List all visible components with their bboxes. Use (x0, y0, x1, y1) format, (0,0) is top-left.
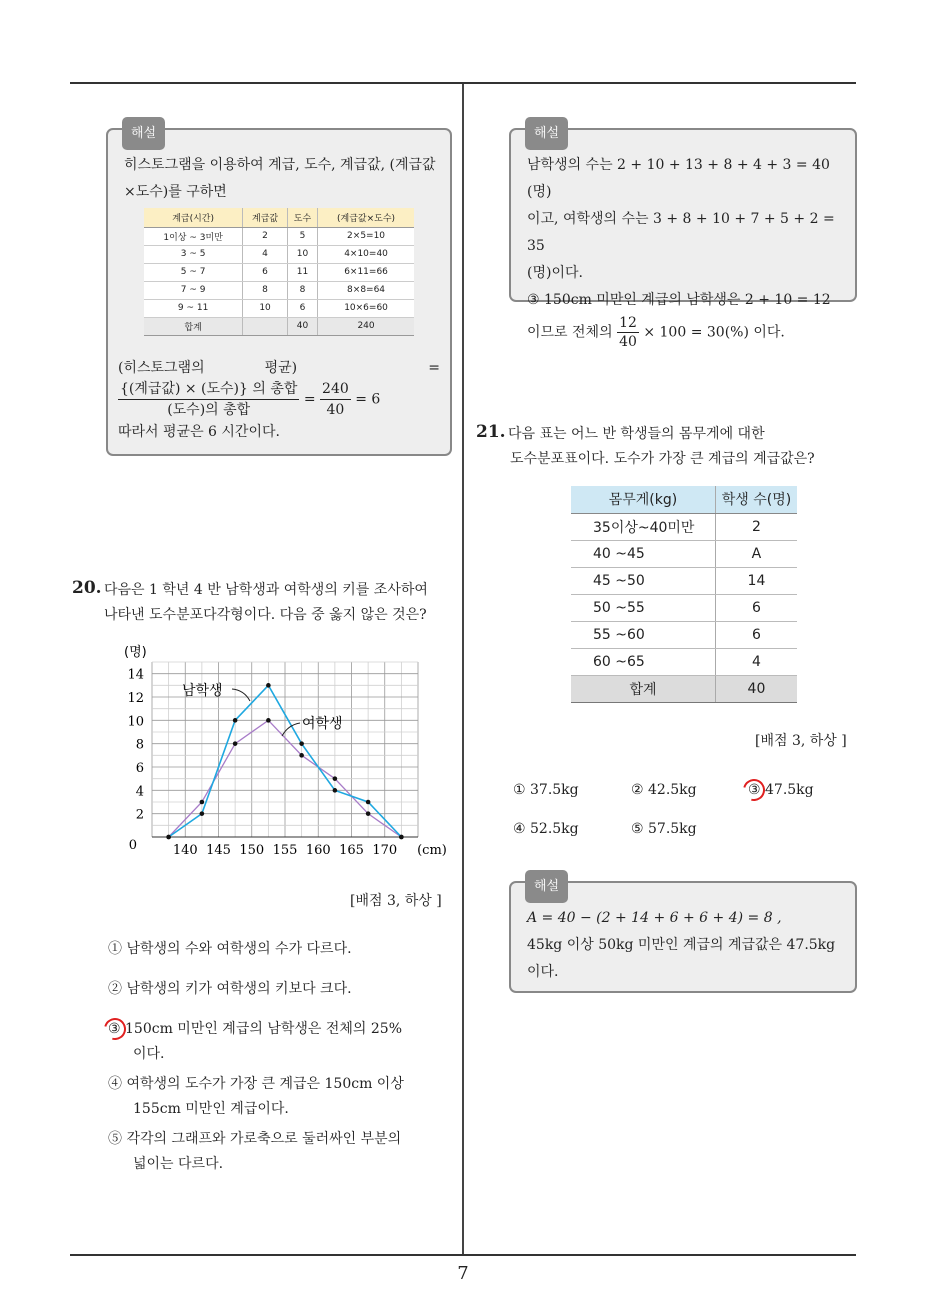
y-tick-label: 10 (127, 714, 144, 730)
table-cell: 6×11=66 (318, 263, 414, 281)
data-point (233, 741, 238, 746)
x-tick-label: 145 (206, 843, 231, 858)
data-point (200, 800, 205, 805)
y-tick-label: 8 (135, 737, 144, 753)
data-point (266, 718, 271, 723)
choice-4[interactable]: ④ 52.5kg (513, 821, 579, 837)
weight-table (571, 486, 797, 703)
value-fraction (320, 379, 351, 420)
table-cell: 7 ~ 9 (144, 281, 243, 299)
table-cell: 9 ~ 11 (144, 299, 243, 317)
table-row (144, 227, 414, 245)
data-point (200, 811, 205, 816)
fraction-numerator: 240 (320, 379, 351, 400)
table-cell: 40 (715, 675, 797, 702)
table-cell: 55 ~60 (571, 621, 715, 648)
x-tick-label: 160 (305, 843, 331, 858)
table-header: 계급(시간) (144, 208, 243, 227)
table-header: 도수 (287, 208, 317, 227)
x-axis-label: (cm) (417, 843, 447, 858)
fraction-denominator: 40 (326, 402, 345, 418)
fraction-denominator: (도수)의 총합 (167, 402, 251, 418)
table-cell: 1이상 ~ 3미만 (144, 227, 243, 245)
table-cell: 240 (318, 317, 414, 335)
data-point (233, 718, 238, 723)
equals-sign: = (428, 360, 440, 376)
question-line: 다음은 1 학년 4 반 남학생과 여학생의 키를 조사하여 (104, 582, 428, 598)
table-header: 몸무게(kg) (571, 486, 715, 513)
explanation-tag: 해설 (525, 117, 568, 150)
choice-2[interactable]: ② 42.5kg (631, 782, 697, 798)
table-cell: 50 ~55 (571, 594, 715, 621)
x-tick-label: 155 (272, 843, 298, 858)
table-cell: 4 (243, 245, 288, 263)
percent-fraction (617, 314, 639, 351)
table-cell: 6 (715, 594, 797, 621)
table-cell: 11 (287, 263, 317, 281)
explanation-line: 이다. (527, 964, 559, 980)
table-row (571, 594, 797, 621)
column-divider (462, 84, 464, 1254)
series-label-female: 여학생 (302, 716, 343, 732)
data-point (366, 800, 371, 805)
mean-label-2: 평균) (264, 360, 298, 376)
table-cell: 5 (287, 227, 317, 245)
table-header: 계급값 (243, 208, 288, 227)
score-label: [배점 3, 하상 ] (350, 893, 442, 909)
table-row (571, 513, 797, 540)
table-cell: 40 ~45 (571, 540, 715, 567)
y-tick-label: 6 (135, 761, 144, 776)
table-cell: 60 ~65 (571, 648, 715, 675)
conclusion: 따라서 평균은 6 시간이다. (118, 424, 280, 440)
question-line: 도수분포표이다. 도수가 가장 큰 계급의 계급값은? (510, 451, 815, 467)
choice-5[interactable]: ⑤ 57.5kg (631, 821, 697, 837)
explanation-intro: 히스토그램을 이용하여 계급, 도수, 계급값, (계급값×도수)를 구하면 (124, 157, 436, 200)
table-cell: A (715, 540, 797, 567)
table-cell (243, 317, 288, 335)
choice-3[interactable]: ③ 47.5kg (748, 782, 814, 798)
table-row (571, 567, 797, 594)
y-tick-label: 4 (135, 784, 144, 800)
x-tick-label: 165 (339, 843, 364, 858)
explanation-line: 남학생의 수는 2 + 10 + 13 + 8 + 4 + 3 = 40 (명) (527, 157, 830, 200)
score-label: [배점 3, 하상 ] (755, 733, 847, 749)
table-row (144, 299, 414, 317)
fraction-numerator: 12 (619, 315, 637, 331)
table-cell: 6 (287, 299, 317, 317)
data-point (166, 835, 171, 840)
y-tick-label: 14 (127, 667, 144, 683)
table-cell: 합계 (144, 317, 243, 335)
table-cell: 합계 (571, 675, 715, 702)
mean-label: (히스토그램의 (118, 360, 205, 376)
explanation-tag: 해설 (525, 870, 568, 903)
choice-1[interactable]: ① 남학생의 수와 여학생의 수가 다르다. (108, 941, 352, 957)
data-point (299, 741, 304, 746)
explanation-line: × 100 = 30(%) 이다. (643, 324, 785, 341)
fraction-denominator: 40 (619, 334, 637, 350)
table-header: 학생 수(명) (715, 486, 797, 513)
table-cell: 10 (287, 245, 317, 263)
mean-formula (118, 358, 440, 442)
table-row (571, 540, 797, 567)
explanation-box-2 (509, 126, 857, 350)
bottom-rule (70, 1254, 856, 1256)
data-point (366, 811, 371, 816)
table-cell: 2×5=10 (318, 227, 414, 245)
table-total-row (571, 675, 797, 702)
table-cell: 5 ~ 7 (144, 263, 243, 281)
choice-5[interactable]: ⑤ 각각의 그래프와 가로축으로 둘러싸인 부분의 (108, 1131, 402, 1147)
question-number-20: 20. (72, 578, 102, 598)
table-header: (계급값×도수) (318, 208, 414, 227)
histogram-table (144, 208, 414, 336)
y-tick-label: 12 (127, 691, 144, 706)
explanation-line: A = 40 − (2 + 14 + 6 + 6 + 4) = 8 , (527, 910, 782, 926)
table-row (144, 281, 414, 299)
page-number: 7 (457, 1263, 469, 1284)
table-cell: 6 (715, 621, 797, 648)
fraction-numerator: {(계급값) × (도수)} 의 총합 (118, 379, 299, 400)
table-total-row (144, 317, 414, 335)
question-20-text (104, 578, 428, 628)
choice-3-continued: 이다. (133, 1046, 165, 1062)
explanation-line: 이므로 전체의 (527, 324, 613, 341)
data-point (399, 835, 404, 840)
choice-4-continued: 155cm 미만인 계급이다. (133, 1101, 289, 1117)
table-cell: 10×6=60 (318, 299, 414, 317)
series-label-male: 남학생 (182, 683, 223, 699)
choice-4[interactable]: ④ 여학생의 도수가 가장 큰 계급은 150cm 이상 (108, 1076, 404, 1092)
explanation-line: 45kg 이상 50kg 미만인 계급의 계급값은 47.5kg (527, 937, 836, 953)
y-tick-label: 2 (135, 807, 144, 823)
question-line: 나타낸 도수분포다각형이다. 다음 중 옳지 않은 것은? (104, 607, 427, 623)
y-axis-label: (명) (124, 645, 147, 660)
question-21-text (508, 422, 815, 472)
choice-5-continued: 넓이는 다르다. (133, 1156, 224, 1172)
mean-result: = 6 (355, 391, 381, 408)
table-cell: 45 ~50 (571, 567, 715, 594)
table-cell: 35이상~40미만 (571, 513, 715, 540)
frequency-polygon-chart (120, 640, 450, 870)
choice-3[interactable]: ③ 150cm 미만인 계급의 남학생은 전체의 25% (108, 1021, 403, 1037)
table-cell: 2 (243, 227, 288, 245)
data-point (266, 683, 271, 688)
explanation-line: (명)이다. (527, 265, 583, 281)
x-tick-label: 150 (239, 843, 265, 858)
table-row (571, 621, 797, 648)
table-cell: 6 (243, 263, 288, 281)
x-tick-label: 140 (172, 843, 198, 858)
data-point (333, 776, 338, 781)
table-row (144, 263, 414, 281)
choice-2[interactable]: ② 남학생의 키가 여학생의 키보다 크다. (108, 981, 352, 997)
table-cell: 3 ~ 5 (144, 245, 243, 263)
table-cell: 8×8=64 (318, 281, 414, 299)
explanation-line: ③ 150cm 미만인 계급의 남학생은 2 + 10 = 12 (527, 292, 831, 308)
table-cell: 4×10=40 (318, 245, 414, 263)
table-cell: 8 (243, 281, 288, 299)
table-row (144, 245, 414, 263)
table-cell: 10 (243, 299, 288, 317)
question-line: 다음 표는 어느 반 학생들의 몸무게에 대한 (508, 426, 765, 442)
data-point (299, 753, 304, 758)
y-tick-label: 0 (128, 838, 137, 853)
table-cell: 2 (715, 513, 797, 540)
table-cell: 40 (287, 317, 317, 335)
table-row (571, 648, 797, 675)
explanation-box-3 (509, 881, 857, 993)
table-cell: 8 (287, 281, 317, 299)
x-tick-label: 170 (372, 843, 398, 858)
table-cell: 4 (715, 648, 797, 675)
leader-line (232, 689, 250, 701)
mean-fraction (118, 379, 299, 420)
equals-sign: = (303, 391, 316, 408)
explanation-line: 이고, 여학생의 수는 3 + 8 + 10 + 7 + 5 + 2 = 35 (527, 211, 835, 254)
explanation-tag: 해설 (122, 117, 165, 150)
data-point (333, 788, 338, 793)
choice-1[interactable]: ① 37.5kg (513, 782, 579, 798)
question-number-21: 21. (476, 422, 506, 442)
table-cell: 14 (715, 567, 797, 594)
